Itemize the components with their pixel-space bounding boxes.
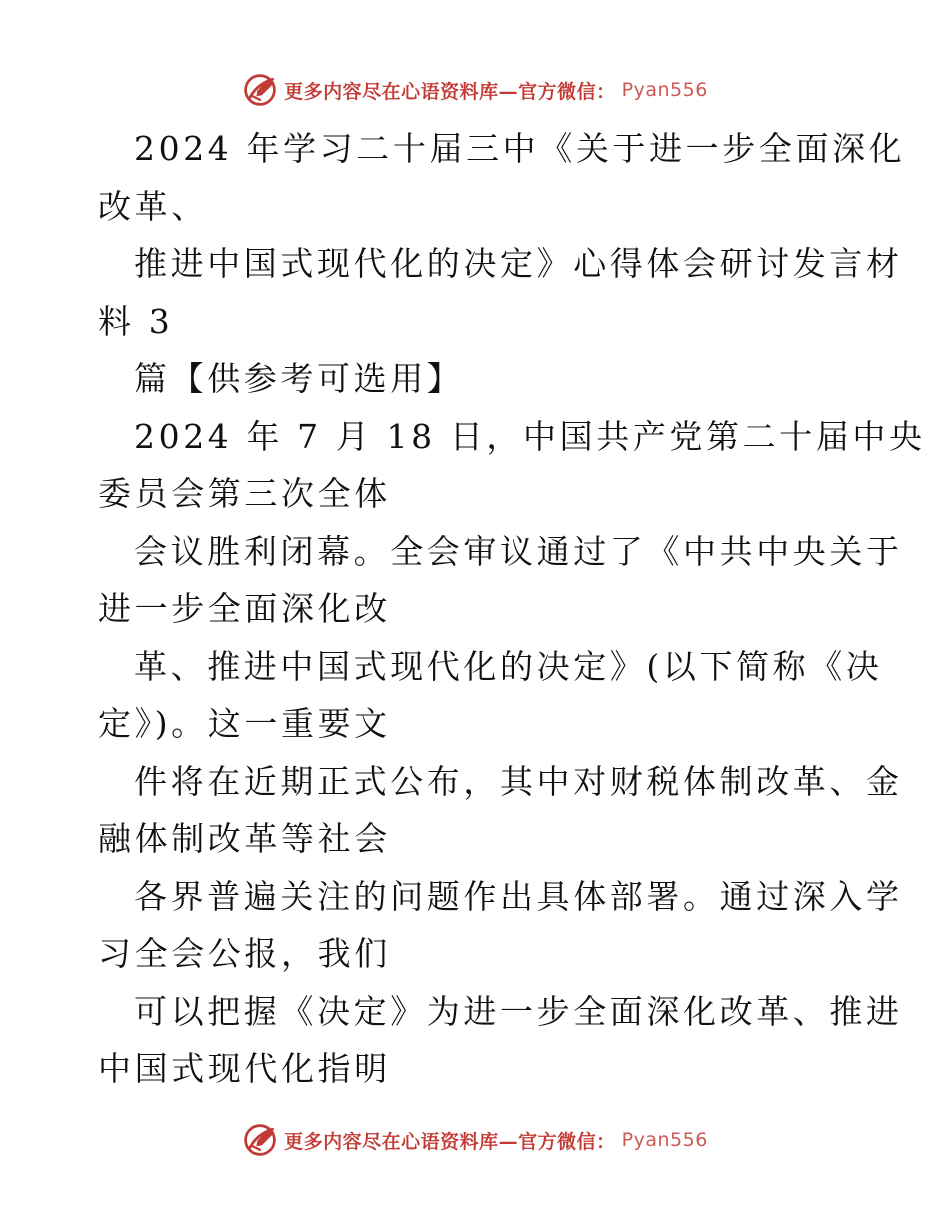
body-line: 件将在近期正式公布，其中对财税体制改革、金 bbox=[134, 761, 903, 801]
body-line: 2024 年学习二十届三中《关于进一步全面深化 bbox=[134, 129, 906, 168]
body-line: 2024 年 7 月 18 日，中国共产党第二十届中央 bbox=[134, 416, 926, 456]
body-line: 篇【供参考可选用】 bbox=[134, 359, 464, 398]
body-line: 会议胜利闭幕。全会审议通过了《中共中央关于 bbox=[134, 531, 903, 571]
body-line: 习全会公报，我们 bbox=[98, 934, 391, 973]
body-line: 定》)。这一重要文 bbox=[98, 704, 391, 743]
body-line: 进一步全面深化改 bbox=[98, 589, 391, 628]
body-line: 可以把握《决定》为进一步全面深化改革、推进 bbox=[134, 991, 903, 1031]
pen-logo-icon bbox=[242, 72, 278, 108]
body-line: 革、推进中国式现代化的决定》(以下简称《决 bbox=[134, 646, 883, 686]
body-line: 各界普遍关注的问题作出具体部署。通过深入学 bbox=[134, 876, 903, 916]
watermark-site-text: 更多内容尽在心语资料库—官方微信： bbox=[284, 1130, 616, 1153]
body-line: 料 3 bbox=[98, 301, 174, 341]
body-line: 改革、 bbox=[98, 186, 208, 226]
watermark-site-text: 更多内容尽在心语资料库—官方微信： bbox=[284, 80, 616, 103]
document-body bbox=[98, 120, 926, 1098]
watermark-contact: Pyan556 bbox=[621, 1129, 708, 1151]
footer-watermark bbox=[0, 1118, 950, 1162]
body-line: 融体制改革等社会 bbox=[98, 819, 391, 858]
body-line: 中国式现代化指明 bbox=[98, 1049, 391, 1088]
watermark-contact: Pyan556 bbox=[621, 79, 708, 101]
body-line: 委员会第三次全体 bbox=[98, 474, 391, 513]
header-watermark bbox=[0, 68, 950, 112]
body-line: 推进中国式现代化的决定》心得体会研讨发言材 bbox=[134, 244, 903, 283]
pen-logo-icon bbox=[242, 1122, 278, 1158]
